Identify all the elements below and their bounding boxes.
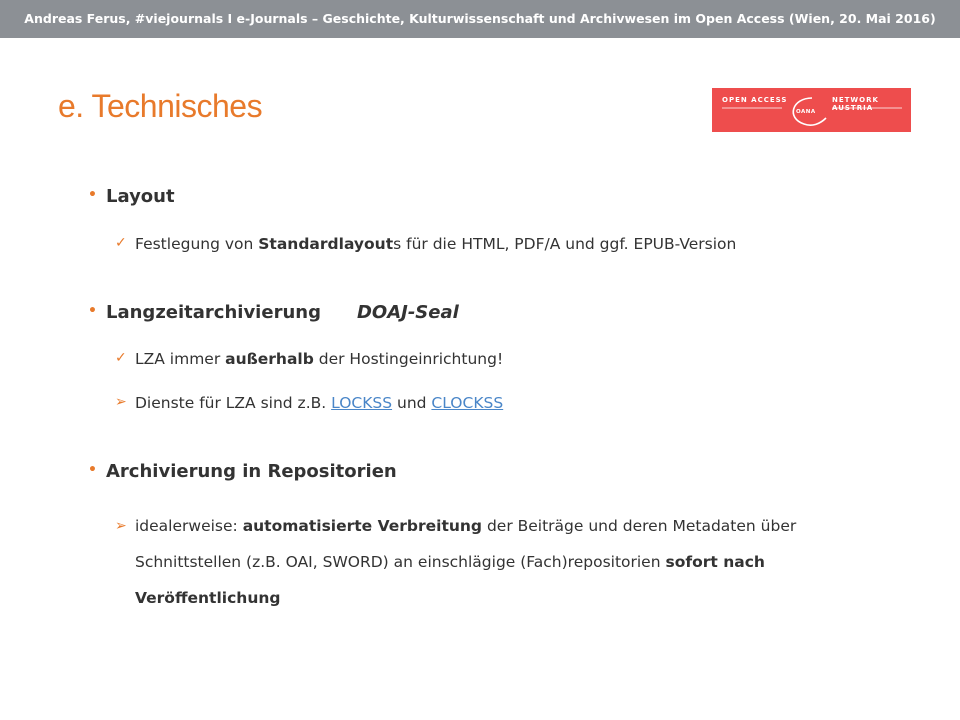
bullet-dot-icon: • xyxy=(88,303,97,319)
clockss-link[interactable]: CLOCKSS xyxy=(431,394,504,412)
list-item: ✓ LZA immer außerhalb der Hostingeinrichtung! xyxy=(115,350,504,368)
logo-small-text: OANA xyxy=(796,109,816,115)
slide-title: e. Technisches xyxy=(58,88,263,124)
checkmark-icon: ✓ xyxy=(115,235,127,251)
bullet-dot-icon: • xyxy=(88,462,97,478)
bullet-dot-icon: • xyxy=(88,187,97,203)
list-item: ✓ Festlegung von Standardlayouts für die HTML, PDF/A und ggf. EPUB-Version xyxy=(115,235,737,253)
logo-swoosh-icon xyxy=(712,88,911,132)
section-heading-langzeitarchivierung: • Langzeitarchivierung DOAJ-Seal xyxy=(88,302,459,323)
logo-left-text: OPEN ACCESS xyxy=(722,96,788,104)
logo-right-text: NETWORK AUSTRIA xyxy=(832,96,879,112)
arrow-bullet-icon: ➢ xyxy=(115,394,127,410)
doaj-seal-label: DOAJ-Seal xyxy=(356,302,459,323)
slide-header: Andreas Ferus, #viejournals I e-Journals – Geschichte, Kulturwissenschaft und Archivwesen im Open Access (Wien, 20. Mai 2016) xyxy=(0,0,960,38)
section-heading-layout: • Layout xyxy=(88,186,175,207)
section-heading-archivierung: • Archivierung in Repositorien xyxy=(88,461,397,482)
arrow-bullet-icon: ➢ xyxy=(115,518,127,534)
list-item: ➢ Dienste für LZA sind z.B. LOCKSS und CLOCKSS xyxy=(115,394,504,412)
checkmark-icon: ✓ xyxy=(115,350,127,366)
list-item: ➢ idealerweise: automatisierte Verbreitung der Beiträge und deren Metadaten über Schnittstellen (z.B. OAI, SWORD) an einschlägige (Fach)repositorien sofort nach Veröffentlichung xyxy=(135,508,835,616)
oana-logo xyxy=(712,88,911,132)
lockss-link[interactable]: LOCKSS xyxy=(331,394,393,412)
